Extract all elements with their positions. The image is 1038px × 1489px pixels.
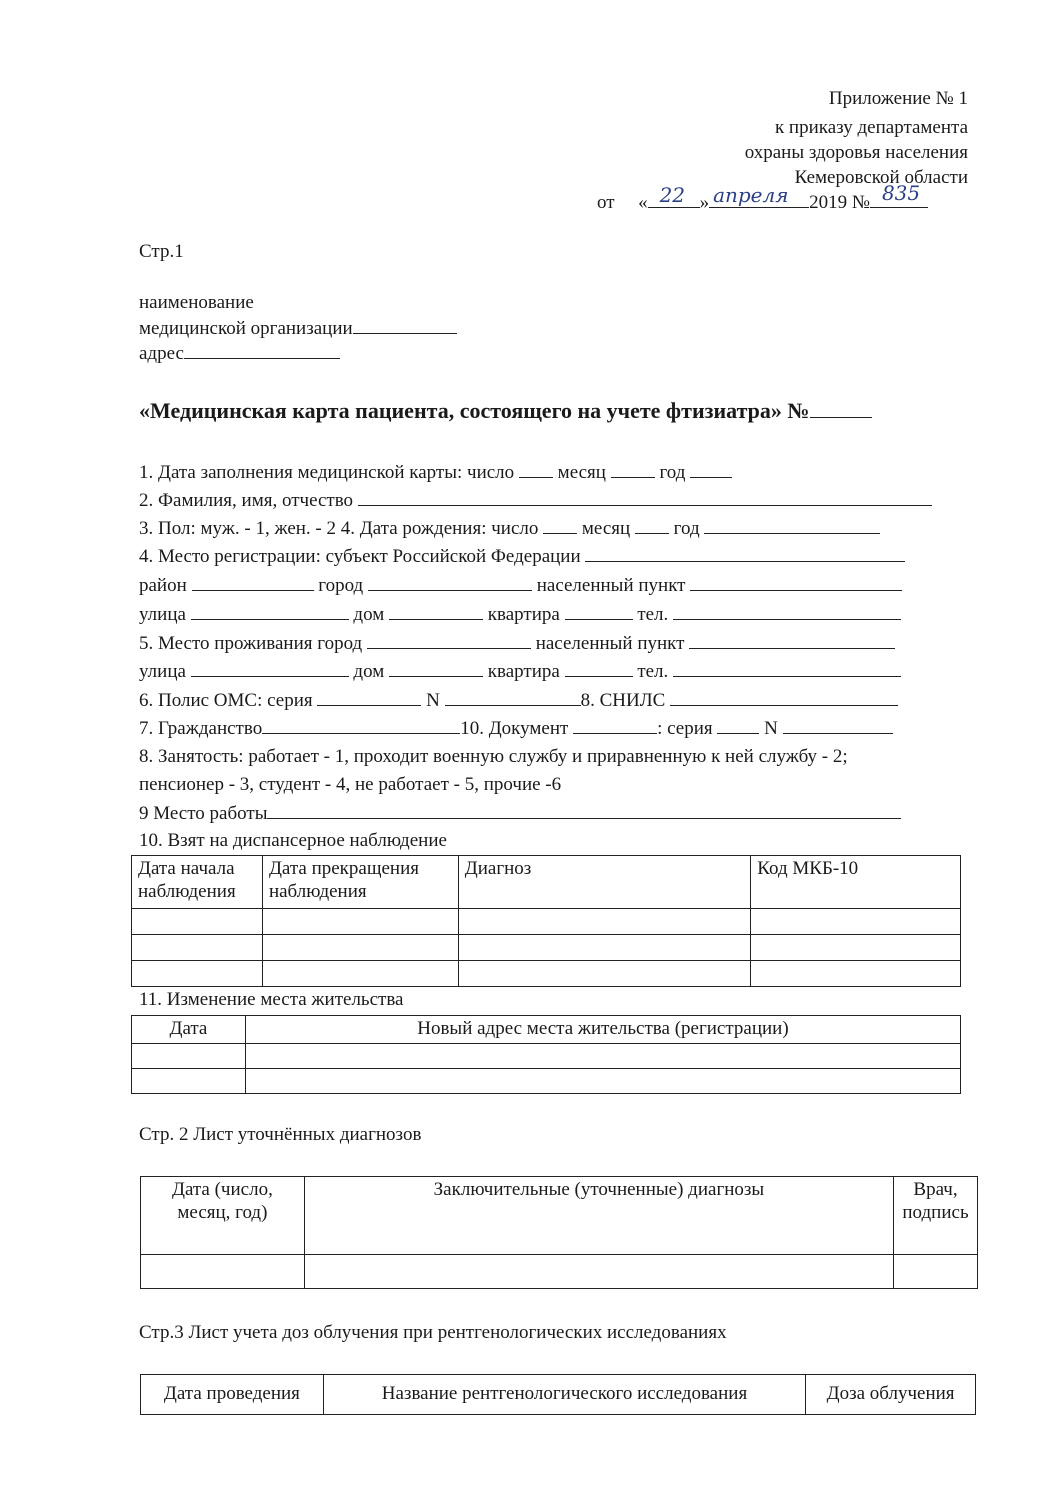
label: квартира — [487, 661, 560, 682]
appendix-line2: к приказу департамента — [774, 117, 968, 138]
col-final-diagnoses: Заключительные (уточненные) диагнозы — [304, 1177, 893, 1255]
quote-close: » — [699, 192, 710, 213]
col-date: Дата — [132, 1016, 246, 1044]
label: 1. Дата заполнения медицинской карты: число — [139, 462, 515, 483]
field-fill-date[interactable] — [139, 461, 732, 485]
label: N — [426, 690, 440, 711]
col-icd10: Код МКБ-10 — [751, 856, 961, 909]
label: год — [659, 462, 686, 483]
field-registration-subject[interactable] — [139, 545, 905, 569]
label: квартира — [487, 604, 560, 625]
page3-label: Стр.3 Лист учета доз облучения при рентгенологических исследованиях — [139, 1322, 727, 1343]
table-row[interactable] — [132, 1043, 961, 1068]
label: 9 Место работы — [139, 803, 268, 824]
label: месяц — [581, 518, 631, 539]
col-doctor-signature: Врач, подпись — [894, 1177, 978, 1255]
label: год — [673, 518, 700, 539]
quote-open: « — [638, 192, 648, 213]
label: населенный пункт — [535, 633, 685, 654]
employment-line2: пенсионер - 3, студент - 4, не работает - 5, прочие -6 — [139, 774, 562, 795]
order-month: апреля — [713, 183, 789, 207]
label: 8. СНИЛС — [580, 690, 666, 711]
page1-label: Стр.1 — [139, 241, 184, 262]
label: 4. Место регистрации: субъект Российской Федерации — [139, 546, 581, 567]
label: 3. Пол: муж. - 1, жен. - 2 4. Дата рождения: число — [139, 518, 539, 539]
label: 7. Гражданство — [139, 718, 263, 739]
col-new-address: Новый адрес места жительства (регистрации) — [245, 1016, 960, 1044]
field-workplace[interactable] — [139, 802, 901, 826]
from-label: от — [597, 192, 615, 213]
label: город — [318, 575, 364, 596]
col-date: Дата (число, месяц, год) — [141, 1177, 305, 1255]
appendix-number: Приложение № 1 — [828, 88, 968, 109]
col-diagnosis: Диагноз — [458, 856, 751, 909]
label: 10. Документ — [460, 718, 569, 739]
table-row[interactable] — [141, 1255, 978, 1289]
field-sex-birthdate[interactable] — [139, 517, 880, 541]
label: тел. — [637, 661, 669, 682]
label: тел. — [637, 604, 669, 625]
field-citizenship-document[interactable] — [139, 717, 893, 741]
label: населенный пункт — [536, 575, 686, 596]
label: N — [764, 718, 778, 739]
label: улица — [139, 661, 186, 682]
radiation-dose-table — [140, 1374, 976, 1415]
table-row[interactable] — [132, 961, 961, 987]
order-day: 22 — [659, 183, 686, 207]
col-end-date: Дата прекращения наблюдения — [262, 856, 458, 909]
employment-line1: 8. Занятость: работает - 1, проходит военную службу и приравненную к ней службу - 2; — [139, 746, 848, 767]
org-name-line1: наименование — [139, 292, 254, 313]
order-year: 2019 № — [809, 192, 870, 213]
org-address-field[interactable] — [139, 342, 340, 366]
page2-label: Стр. 2 Лист уточнённых диагнозов — [139, 1124, 422, 1145]
col-dose: Доза облучения — [806, 1375, 976, 1415]
field-registration-district[interactable] — [139, 574, 902, 598]
diagnoses-table — [140, 1176, 978, 1289]
org-name-label: медицинской организации — [139, 318, 353, 339]
label: 5. Место проживания город — [139, 633, 363, 654]
section11-label: 11. Изменение места жительства — [139, 989, 404, 1010]
org-address-label: адрес — [139, 343, 184, 364]
table-row[interactable] — [132, 935, 961, 961]
title-text: «Медицинская карта пациента, состоящего на учете фтизиатра» № — [139, 398, 810, 423]
col-date: Дата проведения — [141, 1375, 324, 1415]
org-name-field[interactable] — [139, 317, 457, 341]
table-row[interactable] — [132, 909, 961, 935]
field-registration-street[interactable] — [139, 603, 901, 627]
order-date-line — [597, 181, 928, 215]
dispensary-table — [131, 855, 961, 987]
label: месяц — [557, 462, 606, 483]
label: 6. Полис ОМС: серия — [139, 690, 313, 711]
label: 2. Фамилия, имя, отчество — [139, 490, 354, 511]
table-row[interactable] — [132, 1068, 961, 1093]
field-full-name[interactable] — [139, 489, 932, 513]
document-title — [139, 398, 872, 424]
field-residence-street[interactable] — [139, 660, 901, 684]
field-insurance-snils[interactable] — [139, 689, 898, 713]
label: дом — [353, 661, 385, 682]
label: дом — [353, 604, 385, 625]
label: улица — [139, 604, 186, 625]
order-number: 835 — [881, 181, 921, 205]
section10-label: 10. Взят на диспансерное наблюдение — [139, 830, 447, 851]
label: район — [139, 575, 187, 596]
label: : серия — [657, 718, 713, 739]
appendix-line3: охраны здоровья населения — [744, 142, 968, 163]
residence-change-table — [131, 1015, 961, 1094]
appendix-line4: Кемеровской области — [794, 167, 968, 188]
field-residence-city[interactable] — [139, 632, 895, 656]
col-start-date: Дата начала наблюдения — [132, 856, 263, 909]
col-study-name: Название рентгенологического исследования — [323, 1375, 805, 1415]
